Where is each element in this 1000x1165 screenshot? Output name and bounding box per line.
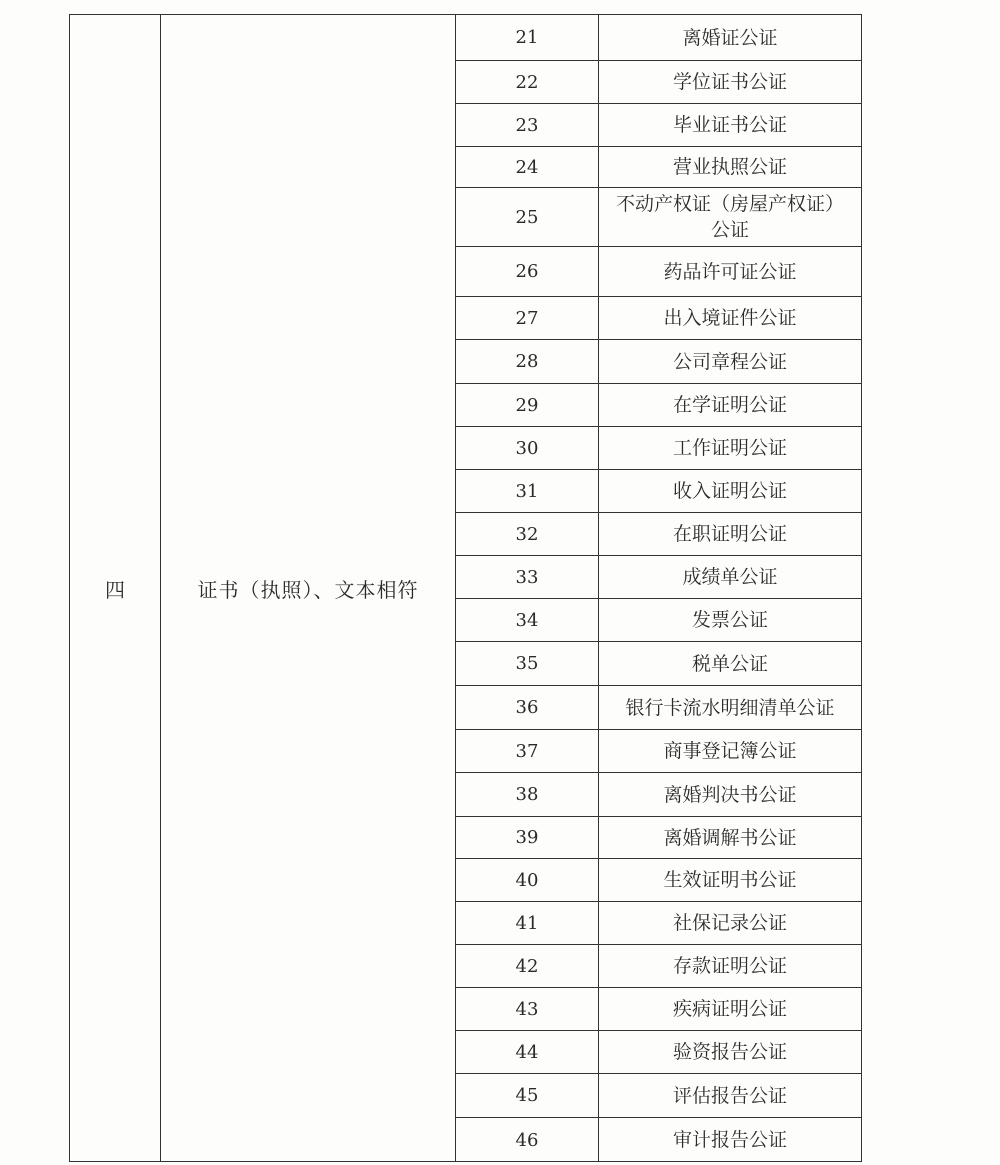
table-row (456, 772, 861, 816)
item-name: 学位证书公证 (672, 71, 787, 93)
table-row (456, 512, 861, 555)
item-number: 21 (515, 27, 539, 48)
item-number: 27 (515, 307, 539, 329)
item-name: 成绩单公证 (682, 566, 778, 588)
item-number: 34 (515, 609, 539, 631)
item-number: 45 (515, 1085, 539, 1106)
item-number: 43 (515, 998, 539, 1020)
table-row (456, 246, 861, 296)
item-name: 收入证明公证 (672, 480, 787, 502)
category-name: 证书（执照）、文本相符 (197, 577, 419, 602)
item-name: 存款证明公证 (672, 955, 787, 977)
table-row (456, 987, 861, 1030)
table-row (456, 296, 861, 339)
item-number: 29 (515, 394, 539, 416)
item-name: 税单公证 (691, 652, 768, 675)
item-name: 疾病证明公证 (672, 998, 787, 1020)
item-name: 发票公证 (691, 609, 768, 631)
item-name: 评估报告公证 (672, 1084, 787, 1107)
item-number: 40 (515, 869, 539, 891)
table-row (456, 15, 861, 60)
table-row (456, 598, 861, 641)
table-row (456, 685, 861, 729)
item-name: 审计报告公证 (672, 1129, 787, 1151)
item-number: 31 (515, 480, 539, 502)
table-row (456, 729, 861, 772)
table-row (456, 555, 861, 598)
item-number: 23 (515, 114, 539, 136)
item-name: 商事登记簿公证 (663, 740, 797, 762)
item-name: 公司章程公证 (672, 350, 787, 373)
table-row (456, 641, 861, 685)
item-number: 28 (515, 351, 539, 372)
table-row (456, 858, 861, 901)
item-name: 离婚调解书公证 (663, 826, 797, 849)
item-number: 44 (515, 1041, 539, 1063)
item-number: 41 (515, 912, 539, 934)
item-number: 37 (515, 740, 539, 762)
table-row (456, 816, 861, 858)
item-name: 离婚证公证 (682, 26, 778, 49)
item-name: 工作证明公证 (672, 437, 787, 459)
item-name: 离婚判决书公证 (663, 783, 797, 806)
item-number: 35 (515, 653, 539, 674)
category-number: 四 (105, 577, 125, 602)
item-number: 39 (515, 827, 539, 848)
item-number: 32 (515, 523, 539, 545)
table-row (456, 103, 861, 146)
table-row (456, 383, 861, 426)
item-name: 银行卡流水明细清单公证 (625, 696, 835, 719)
table-row (456, 146, 861, 187)
item-number: 36 (515, 697, 539, 718)
table-row (456, 1073, 861, 1117)
item-number: 24 (515, 156, 539, 178)
item-name: 不动产权证（房屋产权证）公证 (615, 193, 844, 241)
table-row (456, 901, 861, 944)
item-number: 46 (515, 1129, 539, 1151)
item-number: 42 (515, 955, 539, 977)
item-number: 33 (515, 566, 539, 588)
item-name: 营业执照公证 (672, 156, 787, 178)
item-number: 22 (515, 71, 539, 93)
table-row (456, 469, 861, 512)
table-row (456, 1117, 861, 1162)
table-row (456, 944, 861, 987)
item-name: 生效证明书公证 (663, 869, 797, 891)
table-row (456, 60, 861, 103)
item-name: 社保记录公证 (672, 912, 787, 934)
table-row (456, 426, 861, 469)
table-row (456, 339, 861, 383)
item-number: 38 (515, 784, 539, 805)
table-row (456, 1030, 861, 1073)
item-number: 26 (515, 261, 539, 282)
item-name: 验资报告公证 (672, 1041, 787, 1063)
table-row (456, 187, 861, 246)
item-number: 30 (515, 437, 539, 459)
item-name: 药品许可证公证 (663, 260, 797, 283)
item-name: 在学证明公证 (672, 394, 787, 416)
item-name: 出入境证件公证 (663, 307, 797, 329)
item-name: 毕业证书公证 (672, 114, 787, 136)
item-number: 25 (515, 206, 539, 228)
item-name: 在职证明公证 (672, 523, 787, 545)
